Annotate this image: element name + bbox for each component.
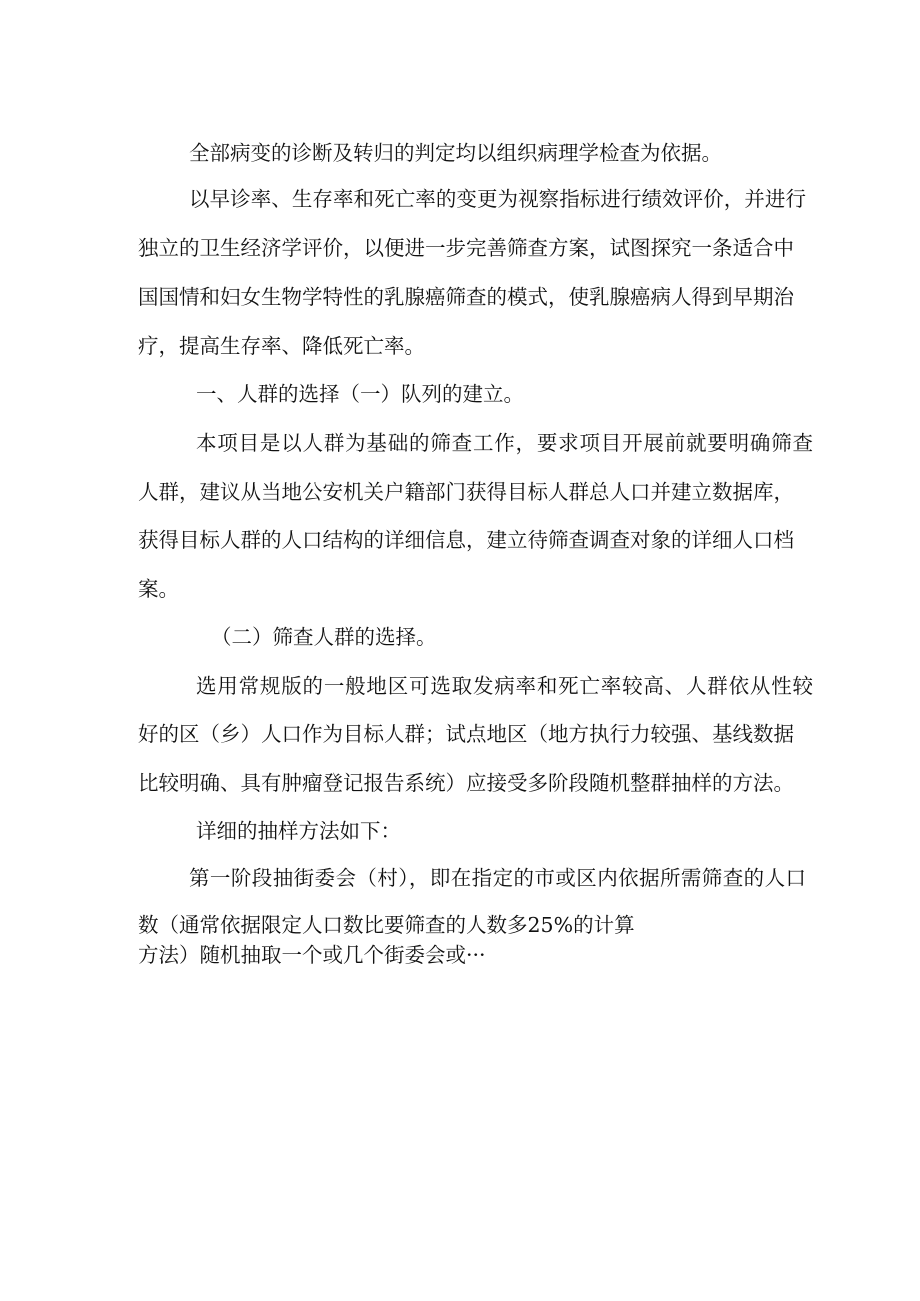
paragraph-line: 好的区（乡）人口作为目标人群；试点地区（地方执行力较强、基线数据 [138,722,794,746]
paragraph-line: 人群，建议从当地公安机关户籍部门获得目标人群总人口并建立数据库， [138,480,794,504]
paragraph-line: 本项目是以人群为基础的筛查工作，要求项目开展前就要明确筛查 [196,431,813,455]
paragraph-line: 独立的卫生经济学评价，以便进一步完善筛查方案，试图探究一条适合中 [138,236,794,260]
paragraph-line: 比较明确、具有肿瘤登记报告系统）应接受多阶段随机整群抽样的方法。 [138,771,794,795]
paragraph-line: 国国情和妇女生物学特性的乳腺癌筛查的模式，使乳腺癌病人得到早期治 [138,285,794,309]
paragraph-line: 全部病变的诊断及转归的判定均以组织病理学检查为依据。 [189,141,722,165]
section-heading: （二）筛查人群的选择。 [211,625,437,649]
paragraph-line: 第一阶段抽街委会（村），即在指定的市或区内依据所需筛查的人口 [189,866,806,890]
paragraph-line: 以早诊率、生存率和死亡率的变更为视察指标进行绩效评价，并进行 [189,187,806,211]
paragraph-line: 方法）随机抽取一个或几个街委会或··· [138,943,486,967]
paragraph-line: 选用常规版的一般地区可选取发病率和死亡率较高、人群依从性较 [196,674,813,698]
paragraph-line: 获得目标人群的人口结构的详细信息，建立待筛查调查对象的详细人口档 [138,528,794,552]
paragraph-line: 疗，提高生存率、降低死亡率。 [138,334,425,358]
paragraph-line: 数（通常依据限定人口数比要筛查的人数多25%的计算 [138,913,635,937]
paragraph-line: 详细的抽样方法如下： [196,819,401,843]
paragraph-line: 案。 [138,577,179,601]
section-heading: 一、人群的选择（一）队列的建立。 [196,382,524,406]
